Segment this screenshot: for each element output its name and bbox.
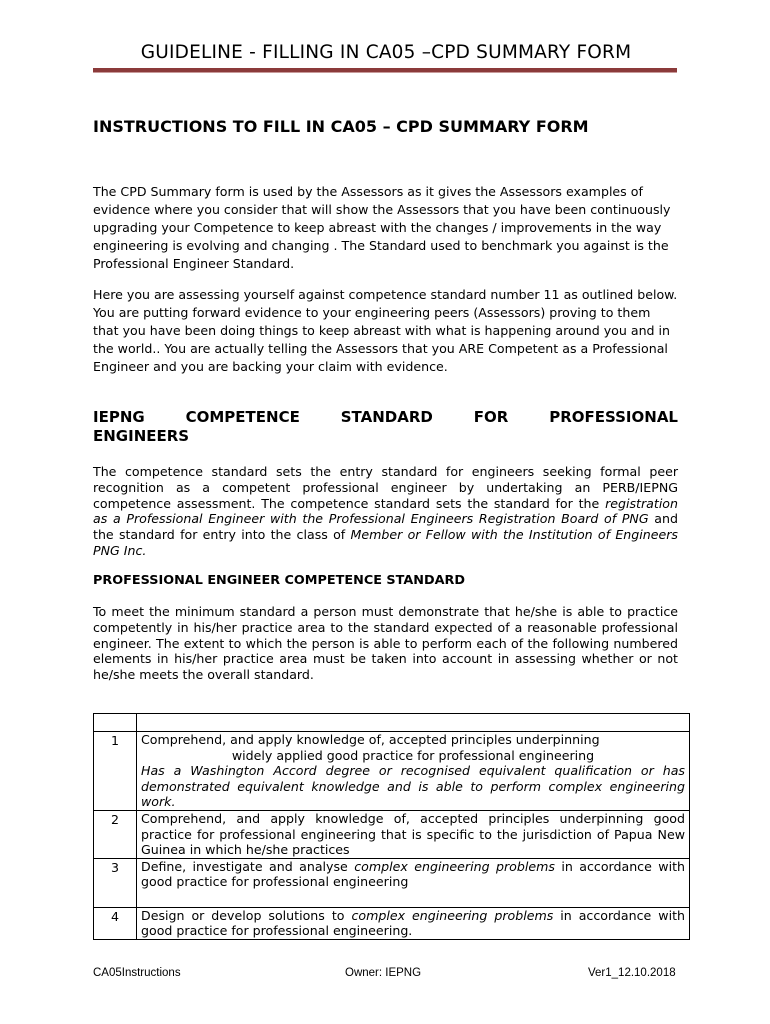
row-number: 2	[94, 810, 137, 858]
section-text-a: The competence standard sets the entry standard for engineers seeking formal peer recognition as a competent professional engineer by undertaking an PERB/IEPNG competence assessment. The competence standard sets the standard for the	[93, 464, 678, 511]
footer-document-name: CA05Instructions	[93, 967, 181, 979]
table-row	[94, 858, 690, 907]
header-rule	[93, 68, 677, 73]
section-text-d: Member or Fellow with the Institution of Engineers PNG Inc.	[93, 527, 678, 558]
section-heading	[93, 408, 678, 446]
section-heading-line2: ENGINEERS	[93, 427, 190, 445]
row-description: Design or develop solutions to complex engineering problems in accordance with good practice for professional engineering.	[137, 907, 690, 939]
row-1-note: Has a Washington Accord degree or recognised equivalent qualification or has demonstrated equivalent knowledge and is able to perform complex engineering work.	[141, 763, 685, 810]
table-row	[94, 810, 690, 858]
footer-version: Ver1_12.10.2018	[588, 967, 676, 979]
section-heading-line1: IEPNG COMPETENCE STANDARD FOR PROFESSIONAL	[93, 408, 678, 426]
row-number: 4	[94, 907, 137, 939]
table-row	[94, 907, 690, 939]
subsection-heading: PROFESSIONAL ENGINEER COMPETENCE STANDARD	[93, 573, 465, 588]
subsection-paragraph: To meet the minimum standard a person must demonstrate that he/she is able to practice competently in his/her practice area to the standard expected of a reasonable professional engineer. The extent to which the person is able to perform each of the following numbered elements in his/her practice area must be taken into account in assessing whether or not he/she meets the overall standard.	[93, 604, 678, 683]
row-description: Define, investigate and analyse complex engineering problems in accordance with good practice for professional engineering	[137, 858, 690, 907]
section-text-b: registration as a Professional Engineer with the Professional Engineers Registration Board of PNG	[93, 495, 678, 527]
row-number: 1	[94, 732, 137, 811]
row-number: 3	[94, 858, 137, 907]
row-description	[137, 732, 690, 811]
section-paragraph	[93, 464, 678, 559]
competence-table	[93, 713, 690, 940]
intro-paragraph-1: The CPD Summary form is used by the Assessors as it gives the Assessors examples of evidence where you consider that will show the Assessors that you have been continuously upgrading your Competence to keep abreast with the changes / improvements in the way engineering is evolving and changing . The Standard used to benchmark you against is the Professional Engineer Standard.	[93, 184, 671, 271]
intro-paragraph-2: Here you are assessing yourself against competence standard number 11 as outlined below. You are putting forward evidence to your engineering peers (Assessors) proving to them that you have been doing things to keep abreast with what is happening around you and in the world.. You are actually telling the Assessors that you ARE Competent as a Professional Engineer and you are backing your claim with evidence.	[93, 287, 678, 374]
page-header-title: GUIDELINE - FILLING IN CA05 –CPD SUMMARY FORM	[140, 42, 632, 63]
row-description: Comprehend, and apply knowledge of, accepted principles underpinning good practice for professional engineering that is specific to the jurisdiction of Papua New Guinea in which he/she practices	[137, 810, 690, 858]
row-1-line2: widely applied good practice for professional engineering	[231, 747, 595, 763]
table-header-row	[94, 714, 690, 732]
document-title: INSTRUCTIONS TO FILL IN CA05 – CPD SUMMARY FORM	[93, 117, 589, 136]
table-row	[94, 732, 690, 811]
section-text-c: and the standard for entry into the class of	[93, 511, 678, 543]
row-1-line1: Comprehend, and apply knowledge of, accepted principles underpinning	[141, 732, 600, 747]
footer-owner: Owner: IEPNG	[345, 967, 422, 979]
